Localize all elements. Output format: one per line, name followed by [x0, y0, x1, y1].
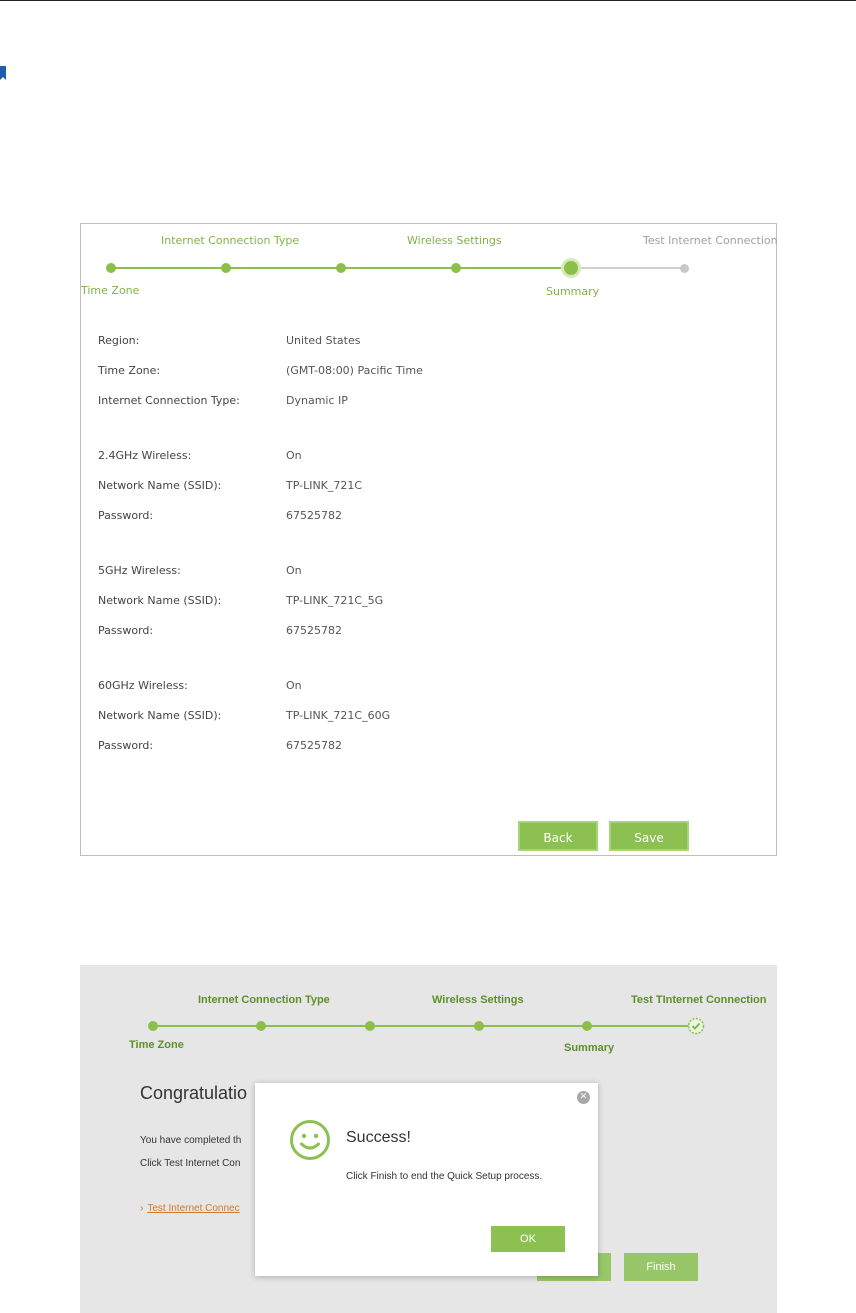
step-label-time-zone: Time Zone: [129, 1039, 184, 1051]
summary-value: TP-LINK_721C_60G: [286, 709, 391, 722]
summary-value: 67525782: [286, 624, 342, 637]
summary-label: Internet Connection Type:: [98, 394, 240, 407]
summary-label: Network Name (SSID):: [98, 479, 222, 492]
completed-text: You have completed th: [140, 1135, 242, 1146]
step-label-test-internet-connection: Test TInternet Connection: [631, 994, 767, 1006]
close-icon[interactable]: ✕: [577, 1091, 590, 1104]
step-dot-wireless-settings[interactable]: [451, 263, 461, 273]
back-button[interactable]: Back: [518, 821, 598, 851]
summary-panel: [80, 223, 777, 856]
top-divider: [0, 0, 856, 1]
progress-line-pending: [571, 267, 685, 269]
step-label-wireless-settings: Wireless Settings: [407, 234, 502, 247]
step-label-internet-connection-type: Internet Connection Type: [161, 234, 300, 247]
progress-steps: [80, 965, 777, 1054]
summary-label: Password:: [98, 509, 154, 522]
ok-button[interactable]: OK: [491, 1226, 565, 1252]
step-dot-3[interactable]: [336, 263, 346, 273]
summary-label: Network Name (SSID):: [98, 709, 222, 722]
step-dot-wireless-settings[interactable]: [474, 1021, 484, 1031]
summary-value: United States: [286, 334, 361, 347]
step-dot-3[interactable]: [365, 1021, 375, 1031]
progress-steps: [81, 224, 776, 304]
summary-label: Time Zone:: [98, 364, 161, 377]
summary-value: TP-LINK_721C_5G: [286, 594, 384, 607]
summary-value: On: [286, 679, 302, 692]
step-dot-internet-connection-type[interactable]: [256, 1021, 266, 1031]
summary-value: On: [286, 449, 302, 462]
step-label-summary: Summary: [546, 285, 600, 298]
chevron-right-icon: ›: [140, 1203, 144, 1214]
summary-label: Region:: [98, 334, 140, 347]
bookmark-icon: [0, 66, 6, 77]
step-label-wireless-settings: Wireless Settings: [432, 994, 524, 1006]
summary-value: 67525782: [286, 509, 342, 522]
step-dot-summary[interactable]: [564, 261, 578, 275]
summary-label: 2.4GHz Wireless:: [98, 449, 192, 462]
step-dot-test-internet-connection[interactable]: [680, 264, 689, 273]
step-label-time-zone: Time Zone: [81, 284, 140, 297]
save-button[interactable]: Save: [609, 821, 689, 851]
summary-value: Dynamic IP: [286, 394, 348, 407]
step-label-summary: Summary: [564, 1042, 615, 1054]
summary-value: (GMT-08:00) Pacific Time: [286, 364, 423, 377]
test-internet-connection-link[interactable]: [140, 1203, 240, 1214]
finish-button[interactable]: Finish: [624, 1253, 698, 1281]
step-dot-time-zone[interactable]: [106, 263, 116, 273]
summary-label: 60GHz Wireless:: [98, 679, 188, 692]
step-dot-internet-connection-type[interactable]: [221, 263, 231, 273]
finish-panel: [80, 965, 777, 1313]
step-label-internet-connection-type: Internet Connection Type: [198, 994, 330, 1006]
dialog-message: Click Finish to end the Quick Setup process.: [346, 1171, 543, 1182]
smiley-icon: [289, 1119, 331, 1161]
summary-label: Network Name (SSID):: [98, 594, 222, 607]
step-dot-time-zone[interactable]: [148, 1021, 158, 1031]
check-circle-icon: [687, 1017, 705, 1035]
step-label-test-internet-connection: Test Internet Connection: [643, 234, 778, 247]
summary-value: On: [286, 564, 302, 577]
test-link-label: Test Internet Connec: [147, 1203, 240, 1214]
summary-label: Password:: [98, 624, 154, 637]
progress-line-done: [153, 1025, 696, 1027]
summary-value: TP-LINK_721C: [286, 479, 363, 492]
congratulations-heading: Congratulatio: [140, 1083, 248, 1103]
step-dot-summary[interactable]: [582, 1021, 592, 1031]
success-dialog: [255, 1083, 598, 1276]
summary-label: Password:: [98, 739, 154, 752]
summary-label: 5GHz Wireless:: [98, 564, 181, 577]
instruction-text: Click Test Internet Con: [140, 1158, 241, 1169]
dialog-title: Success!: [346, 1129, 411, 1146]
summary-value: 67525782: [286, 739, 342, 752]
